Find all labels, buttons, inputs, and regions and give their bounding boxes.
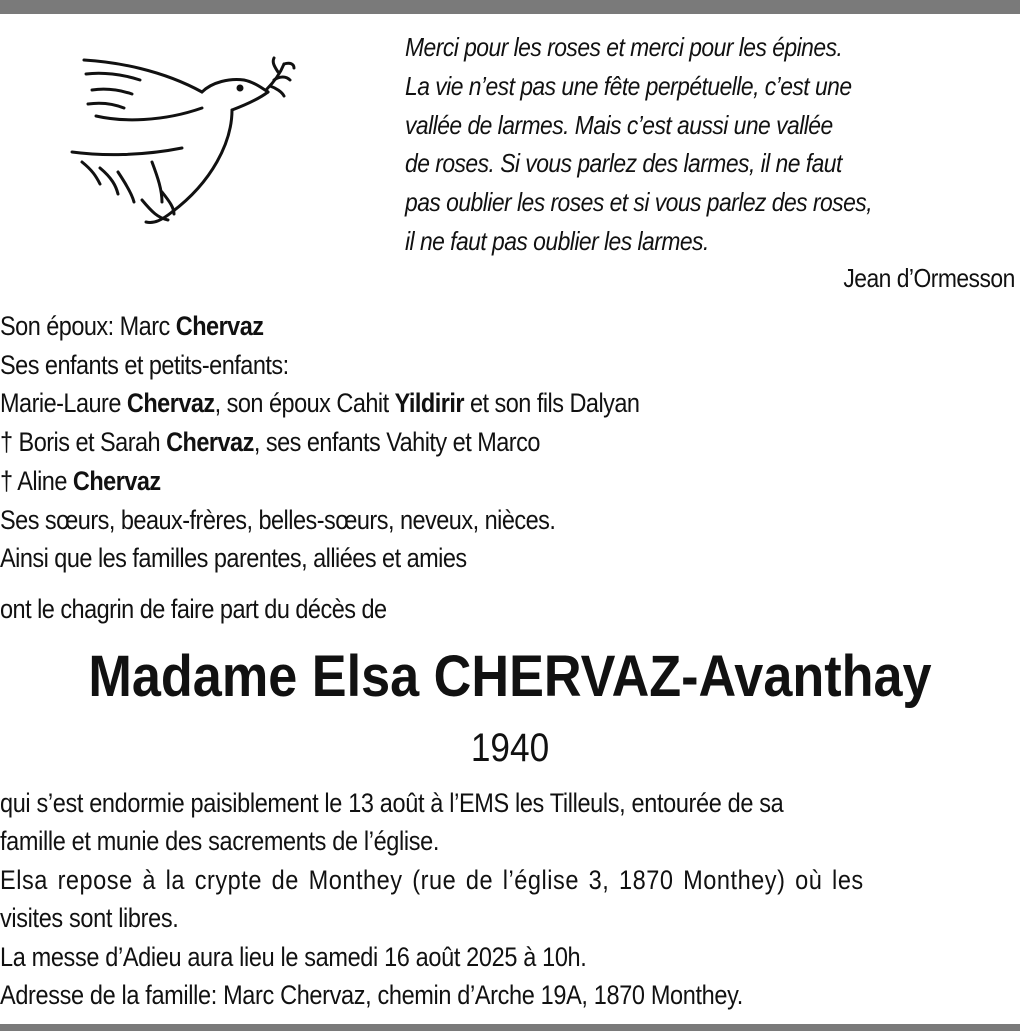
quote-line: vallée de larmes. Mais c’est aussi une vallée [405, 109, 833, 140]
details-block [0, 784, 1020, 1014]
details-line [0, 784, 1020, 822]
details-line [0, 938, 1020, 976]
details-text: famille et munie des sacrements de l’église. [0, 826, 440, 857]
child-text: , son époux Cahit [214, 388, 395, 419]
child-line [0, 384, 1001, 423]
child-surname: Chervaz [166, 427, 254, 458]
child-spouse-surname: Yildirir [394, 388, 464, 419]
details-line [0, 976, 1020, 1014]
quote-block [405, 28, 944, 261]
quote-line: La vie n’est pas une fête perpétuelle, c’est une [405, 70, 852, 101]
family-list [0, 307, 1001, 578]
quote-line: Merci pour les roses et merci pour les épines. [405, 32, 843, 62]
quote-line: pas oublier les roses et si vous parlez des roses, [405, 187, 873, 218]
child-surname: Chervaz [72, 465, 161, 496]
bottom-rule [0, 1024, 1020, 1031]
details-text: qui s’est endormie paisiblement le 13 août à l’EMS les Tilleuls, entourée de sa [0, 788, 784, 818]
child-surname: Chervaz [126, 388, 215, 419]
details-text: Elsa repose à la crypte de Monthey (rue de l’église 3, 1870 Monthey) où les [0, 864, 864, 895]
spouse-surname: Chervaz [175, 311, 264, 341]
details-line [0, 861, 1020, 899]
spouse-prefix: Son époux: Marc [0, 311, 176, 341]
child-line [0, 423, 1001, 462]
child-line [0, 462, 1001, 501]
top-rule [0, 0, 1020, 14]
children-heading: Ses enfants et petits-enfants: [0, 349, 289, 380]
child-text: , ses enfants Vahity et Marco [253, 427, 540, 458]
quote-line: de roses. Si vous parlez des larmes, il ne faut [405, 148, 842, 179]
details-text: La messe d’Adieu aura lieu le samedi 16 août 2025 à 10h. [0, 941, 587, 972]
details-line [0, 899, 1020, 937]
quote-line: il ne faut pas oublier les larmes. [405, 225, 709, 256]
details-text: Adresse de la famille: Marc Chervaz, chemin d’Arche 19A, 1870 Monthey. [0, 980, 743, 1011]
details-text: visites sont libres. [0, 903, 179, 934]
deceased-name: Madame Elsa CHERVAZ-Avanthay [88, 644, 932, 709]
spouse-line [0, 307, 1001, 346]
deceased-year: 1940 [470, 726, 550, 770]
details-line [0, 822, 1020, 860]
child-name: † Aline [0, 465, 73, 496]
announcement-text: ont le chagrin de faire part du décès de [0, 594, 387, 624]
child-name: Marie-Laure [0, 388, 127, 419]
child-name: † Boris et Sarah [0, 427, 167, 458]
dove-icon [62, 52, 302, 232]
siblings-line: Ses sœurs, beaux-frères, belles-sœurs, neveux, nièces. [0, 504, 556, 535]
quote-author: Jean d’Ormesson [843, 263, 1015, 293]
child-text: et son fils Dalyan [463, 388, 640, 419]
relatives-line: Ainsi que les familles parentes, alliées et amies [0, 543, 467, 574]
